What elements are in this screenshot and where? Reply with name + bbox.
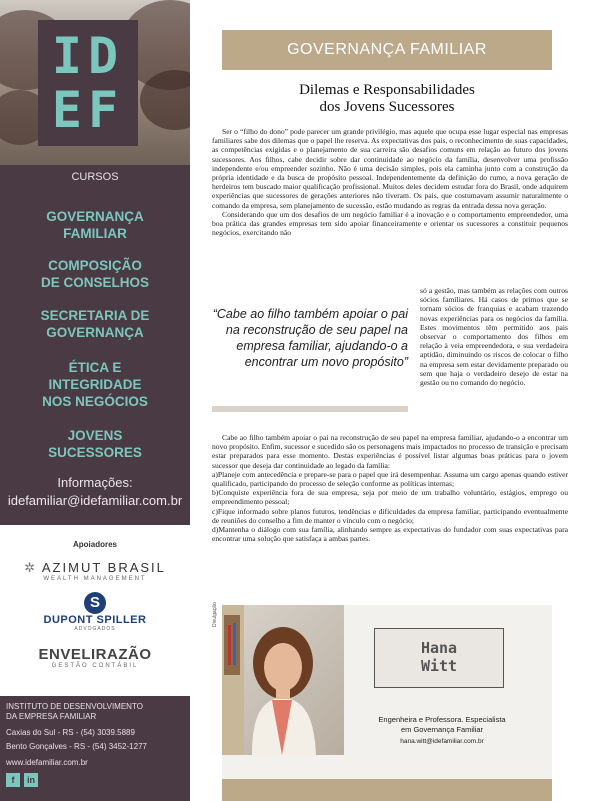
logo-row-2: EF xyxy=(51,81,125,139)
sponsor-name: AZIMUT BRASIL xyxy=(41,560,166,575)
paragraph: Cabe ao filho também apoiar o pai na reconstrução de seu papel na empresa familiar, ajudando-o a encontrar um novo propósito. Enfim, sucessor e sucedido são os personagens mais impactados no processo de transição e precisam estar preparados para esse momento. Destas experiências é possível listar algumas boas práticas para o jovem sucessor que deseja dar continuidade ao legado da família: xyxy=(212,433,568,470)
sponsor-envelirazao[interactable] xyxy=(0,646,190,669)
course-line: SECRETARIA DE xyxy=(40,308,150,323)
course-line: GOVERNANÇA xyxy=(46,209,144,224)
courses-section-label: CURSOS xyxy=(0,165,190,189)
paragraph: só a gestão, mas também as relações com outros sócios familiares. Há casos de primos que se tornam sócios de franquias e acabam trazendo novas experiências para os negócios da família. Estes movimentos têm permitido aos pais observar o comportamento dos filhos em relação à veia empreendedora, e sua verdadeira aptidão, diminuindo os riscos de colocar o filho na empresa sem estar devidamente preparado ou sem que haja o verdadeiro desejo de estar na gestão ou no comando do negócio. xyxy=(420,286,568,388)
sponsor-sub: GESTÃO CONTÁBIL xyxy=(51,663,139,669)
course-line: ÉTICA E xyxy=(68,360,122,375)
course-composicao-conselhos[interactable] xyxy=(4,257,186,291)
azimut-icon: ✲ xyxy=(24,560,42,575)
author-name-line: Witt xyxy=(420,657,458,675)
author-name-box xyxy=(374,628,504,688)
article-body-bottom xyxy=(212,433,568,593)
quote-divider xyxy=(212,406,408,412)
author-role-line: Engenheira e Professora. Especialista xyxy=(378,715,506,724)
footer-phone: Bento Gonçalves - RS - (54) 3452-1277 xyxy=(6,742,147,751)
course-etica-integridade[interactable] xyxy=(4,359,186,410)
title-line: dos Jovens Sucessores xyxy=(319,99,455,115)
info-label: Informações: xyxy=(57,475,133,490)
course-line: GOVERNANÇA xyxy=(46,325,144,340)
logo-row-1: ID xyxy=(51,27,125,85)
course-line: JOVENS xyxy=(67,428,123,443)
section-banner: GOVERNANÇA FAMILIAR xyxy=(222,30,552,70)
idef-logo[interactable] xyxy=(38,20,138,146)
author-portrait-icon xyxy=(222,605,344,755)
author-role xyxy=(362,715,522,735)
course-line: DE CONSELHOS xyxy=(40,275,149,290)
footer-org-line: DA EMPRESA FAMILIAR xyxy=(6,712,97,721)
footer-website-link[interactable]: www.idefamiliar.com.br xyxy=(6,758,88,767)
paragraph: Ser o “filho do dono” pode parecer um grande privilégio, mas aquele que ocupa esse lugar especial nas empresas familiares sabe dos dilemas que o papel lhe reserva. As expectativas dos pais, o reconhecimento de suas capacidades, as competências exigidas e o planejamento de sua carreira são desafios comuns em relação ao futuro dos jovens sucessores. Aos filhos, cabe decidir sobre dar continuidade ao negócio da família, desenvolver uma profissão independente e/ou empreender sozinho. Não é uma decisão simples, pois ela caminha junto com a construção da própria identidade e da busca de propósito pessoal. Independentemente da definição do rumo, a nova geração de herdeiros tem buscado maior qualificação profissional. Muitos deles decidem estudar fora do Brasil, onde adquirem experiências que sucessores de gerações anteriores não tiveram. Os pais, que costumavam assumir naturalmente o comando da empresa, sem planejamento de sucessão, estão mudando as regras da entrada dessa nova geração. xyxy=(212,127,568,210)
article-title xyxy=(222,82,552,116)
article xyxy=(190,0,612,801)
sponsor-dupont-spiller[interactable] xyxy=(0,592,190,632)
course-jovens-sucessores[interactable] xyxy=(4,427,186,461)
info-email-link[interactable]: idefamiliar@idefamiliar.com.br xyxy=(7,493,183,508)
course-line: INTEGRIDADE xyxy=(48,377,142,392)
author-email-link[interactable]: hana.witt@idefamiliar.com.br xyxy=(400,738,484,745)
list-item: d)Mantenha o diálogo com sua família, alinhando sempre as expectativas do fundador com suas expectativas para encontrar uma solução que satisfaça a ambas partes. xyxy=(212,525,568,544)
facebook-icon[interactable]: f xyxy=(6,773,20,787)
dupont-s-icon: S xyxy=(84,592,106,614)
title-line: Dilemas e Responsabilidades xyxy=(299,82,475,98)
list-item: a)Planeje com antecedência e prepare-se para o papel que irá desempenhar. Assuma um cargo apenas quando estiver qualificado, participando do processo de seleção conforme as políticas internas; xyxy=(212,469,568,489)
course-governanca-familiar[interactable] xyxy=(4,208,186,242)
sponsor-name: ENVELIRAZÃO xyxy=(38,646,152,663)
course-line: NOS NEGÓCIOS xyxy=(42,394,148,409)
sponsors-label: Apoiadores xyxy=(72,540,117,549)
sponsor-sub: ADVOGADOS xyxy=(74,626,116,632)
course-line: FAMILIAR xyxy=(63,226,127,241)
course-line: COMPOSIÇÃO xyxy=(48,258,142,273)
footer-bar xyxy=(222,779,552,801)
author-role-line: em Governança Familiar xyxy=(400,725,484,734)
sponsor-sub: WEALTH MANAGEMENT xyxy=(43,576,147,582)
paragraph: Considerando que um dos desafios de um negócio familiar é a inovação e o comportamento empreendedor, uma boa prática das grandes empresas tem sido apoiar financeiramente e orientar os sucessores a constituir pequenos negócios, exercitando não xyxy=(212,209,568,238)
article-body-top xyxy=(212,127,568,287)
pull-quote: “Cabe ao filho também apoiar o pai na reconstrução de seu papel na empresa familiar, ajudando-o a encontrar um novo propósito” xyxy=(212,307,408,369)
list-item: c)Fique informado sobre planos futuros, tendências e dificuldades da empresa familiar, participando eventualmente de reuniões do conselho a fim de manter o vínculo com o negócio; xyxy=(212,506,568,525)
linkedin-icon[interactable]: in xyxy=(24,773,38,787)
course-line: SUCESSORES xyxy=(48,445,142,460)
sidebar xyxy=(0,0,190,801)
article-body-right xyxy=(420,286,568,436)
author-name-line: Hana xyxy=(420,639,458,657)
author-photo xyxy=(222,605,344,755)
photo-credit: Divulgação xyxy=(212,602,218,627)
list-item: b)Conquiste experiência fora de sua empresa, seja por meio de um trabalho voluntário, estágios, emprego ou empreendimento pessoal; xyxy=(212,488,568,507)
author-name xyxy=(375,639,503,675)
footer-org-line: INSTITUTO DE DESENVOLVIMENTO xyxy=(6,702,143,711)
author-box xyxy=(222,605,552,801)
sponsor-azimut[interactable] xyxy=(0,560,190,582)
footer-phone: Caxias do Sul - RS - (54) 3039.5889 xyxy=(6,728,135,737)
course-secretaria-governanca[interactable] xyxy=(4,307,186,341)
sponsor-name: DUPONT SPILLER xyxy=(43,614,147,626)
